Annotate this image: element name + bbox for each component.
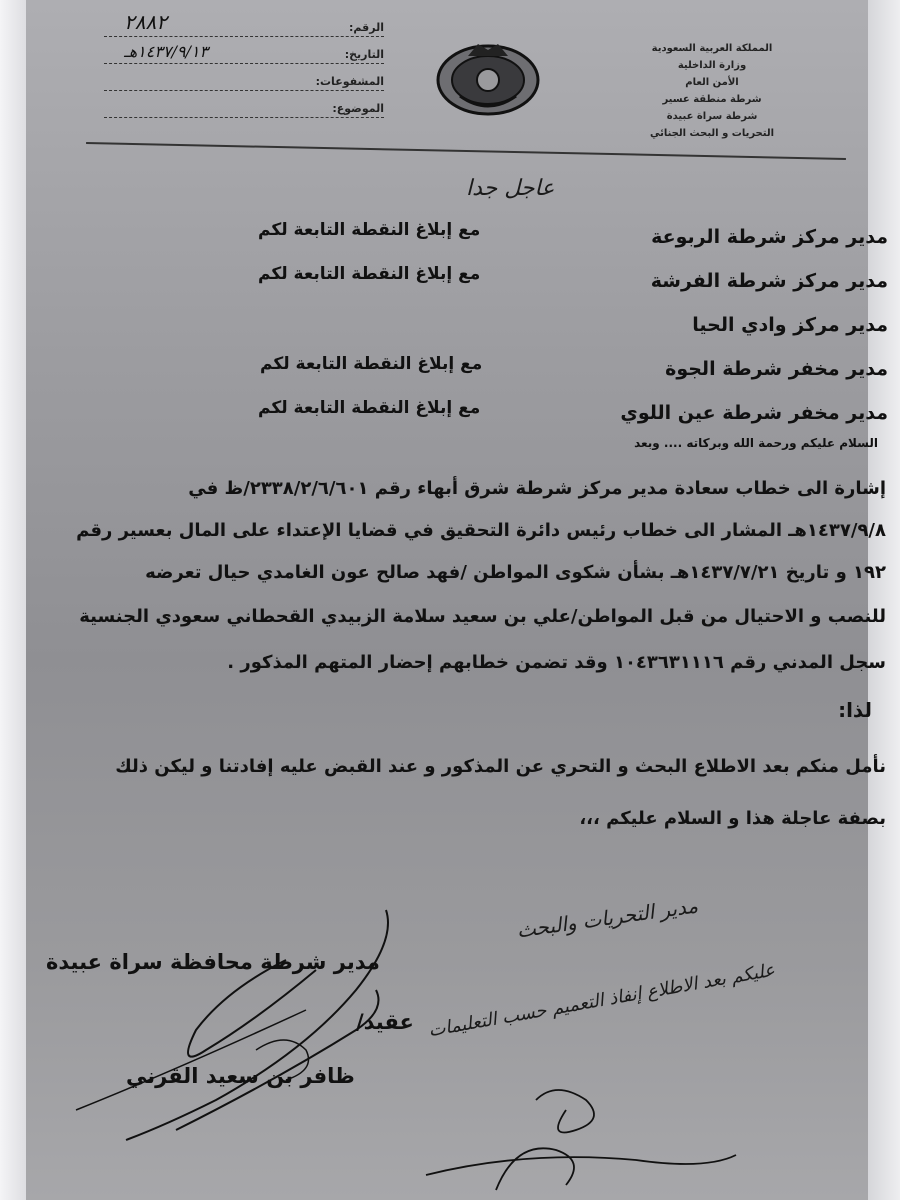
- recipient-note: مع إبلاغ النقطة التابعة لكم: [258, 220, 481, 240]
- org-line: وزارة الداخلية: [677, 60, 747, 71]
- recipient-name: مدير مركز شرطة الفرشة: [650, 270, 888, 292]
- org-line: الأمن العام: [685, 77, 739, 88]
- ref-number-row: [104, 10, 384, 37]
- org-line: التحريات و البحث الجنائي: [649, 128, 775, 139]
- ref-date-row: [104, 37, 384, 64]
- action-line: بصفة عاجلة هذا و السلام عليكم ،،،: [579, 808, 886, 829]
- header-divider: [86, 142, 846, 160]
- ref-number-value: ٢٨٨٢: [124, 10, 167, 34]
- ref-date-value: ١٤٣٧/٩/١٣هـ: [124, 42, 209, 61]
- body-line: إشارة الى خطاب سعادة مدير مركز شرطة شرق أبهاء رقم ٢٣٣٨/٢/٦/٦٠١/ظ في: [188, 478, 886, 499]
- recipient-name: مدير مخفر شرطة عين اللوي: [620, 402, 888, 424]
- reference-fields: [104, 10, 384, 118]
- handwritten-urgent: عاجل جدا: [466, 176, 555, 201]
- background-page-left: [0, 0, 28, 1200]
- signatory-name: ظافر بن سعيد القرني: [126, 1064, 355, 1088]
- org-line: المملكة العربية السعودية: [651, 43, 773, 54]
- signatory-title: مدير شرطة محافظة سراة عبيدة: [46, 950, 380, 974]
- greeting: السلام عليكم ورحمة الله وبركاته .... وبعد: [634, 436, 878, 450]
- recipient-name: مدير مركز وادي الحيا: [692, 314, 888, 336]
- action-line: نأمل منكم بعد الاطلاع البحث و التحري عن المذكور و عند القبض عليه إفادتنا و ليكن ذلك: [115, 756, 886, 777]
- ref-number-label: الرقم:: [349, 21, 384, 34]
- ref-attachments-label: المشفوعات:: [315, 75, 384, 88]
- ref-subject-label: الموضوع:: [332, 102, 384, 115]
- handwritten-initials-icon: [406, 1080, 746, 1200]
- action-heading: لذا:: [838, 698, 872, 722]
- recipient-name: مدير مركز شرطة الربوعة: [651, 226, 888, 248]
- signatory-rank: عقيد/: [356, 1010, 414, 1034]
- body-line: ١٤٣٧/٩/٨هـ المشار الى خطاب رئيس دائرة التحقيق في قضايا الإعتداء على المال بعسير رقم: [76, 520, 886, 541]
- recipient-note: مع إبلاغ النقطة التابعة لكم: [260, 354, 483, 374]
- police-emblem-icon: [434, 36, 542, 116]
- body-line: للنصب و الاحتيال من قبل المواطن/علي بن سعيد سلامة الزبيدي القحطاني سعودي الجنسية: [79, 606, 886, 627]
- ref-attachments-row: [104, 64, 384, 91]
- recipient-note: مع إبلاغ النقطة التابعة لكم: [258, 398, 481, 418]
- handwritten-note: مدير التحريات والبحث: [515, 893, 700, 943]
- ref-date-label: التاريخ:: [344, 48, 384, 61]
- org-line: شرطة سراة عبيدة: [666, 111, 758, 122]
- org-line: شرطة منطقة عسير: [662, 94, 762, 105]
- org-header: [622, 40, 802, 142]
- handwritten-note: عليكم بعد الاطلاع إنفاذ التعميم حسب التعليمات: [426, 959, 777, 1042]
- body-line: ١٩٢ و تاريخ ١٤٣٧/٧/٢١هـ بشأن شكوى المواطن /فهد صالح عون الغامدي حيال تعرضه: [145, 562, 886, 583]
- document-sheet: [26, 0, 888, 1200]
- recipient-name: مدير مخفر شرطة الجوة: [665, 358, 888, 380]
- ref-subject-row: [104, 91, 384, 118]
- body-line: سجل المدني رقم ١٠٤٣٦٣١١١٦ وقد تضمن خطابهم إحضار المتهم المذكور .: [227, 652, 886, 673]
- recipient-note: مع إبلاغ النقطة التابعة لكم: [258, 264, 481, 284]
